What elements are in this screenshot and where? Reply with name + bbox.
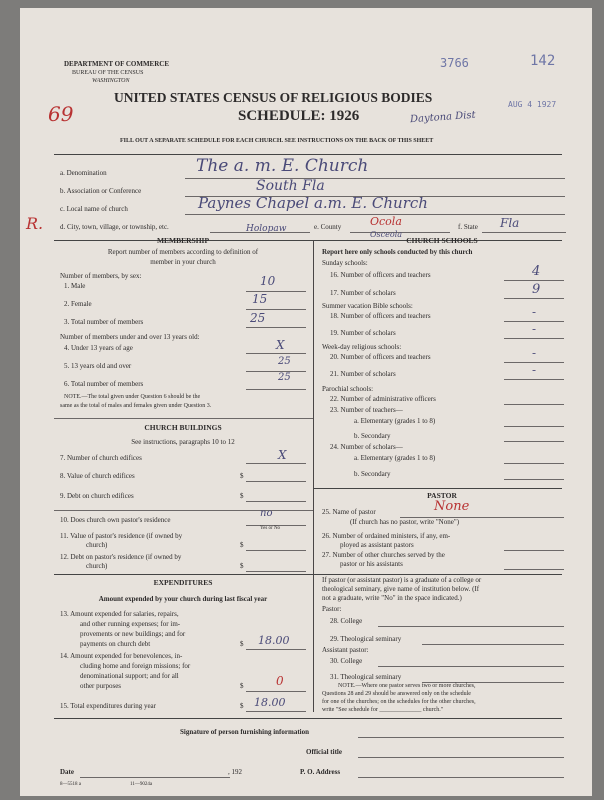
weekday-schools-label: Week-day religious schools: bbox=[322, 343, 402, 351]
signature-line bbox=[358, 737, 564, 738]
q17-value: 9 bbox=[532, 282, 541, 297]
q2-value: 15 bbox=[252, 292, 268, 306]
pastor-heading: PASTOR bbox=[427, 491, 457, 500]
city-town-label: d. City, town, village, or township, etc. bbox=[60, 223, 169, 231]
q25-value: None bbox=[434, 499, 470, 514]
official-title-line bbox=[358, 757, 564, 758]
q5-label: 5. 13 years old and over bbox=[64, 362, 132, 370]
q5-value: 25 bbox=[278, 356, 291, 367]
q11-dollar: $ bbox=[240, 541, 244, 549]
q26-label-2: ployed as assistant pastors bbox=[340, 541, 414, 549]
margin-daytona-note: Daytona Dist bbox=[409, 109, 476, 126]
q17-label: 17. Number of scholars bbox=[330, 289, 396, 297]
q24-label: 24. Number of scholars— bbox=[330, 443, 403, 451]
q4-value: X bbox=[276, 338, 285, 352]
under-over-label: Number of members under and over 13 years old: bbox=[60, 333, 200, 341]
margin-number-69: 69 bbox=[48, 102, 74, 126]
q13-dollar: $ bbox=[240, 640, 244, 648]
state-line bbox=[482, 232, 566, 233]
grad-note-1: If pastor (or assistant pastor) is a graduate of a college or bbox=[322, 576, 482, 584]
column-divider bbox=[313, 240, 314, 574]
pastor-note-2: Questions 28 and 29 should be answered only on the schedule bbox=[322, 691, 471, 697]
pastor-note-3: for one of the churches; on the schedules for the other churches, bbox=[322, 699, 476, 705]
po-address-label: P. O. Address bbox=[300, 768, 341, 776]
q1-value: 10 bbox=[260, 274, 276, 288]
membership-intro-2: member in your church bbox=[150, 258, 216, 266]
q15-dollar: $ bbox=[240, 702, 244, 710]
grad-note-2: theological seminary, give name of institution below. (If bbox=[322, 585, 480, 593]
q24b-label: b. Secondary bbox=[354, 470, 391, 478]
instruction-line: FILL OUT A SEPARATE SCHEDULE FOR EACH CHURCH. SEE INSTRUCTIONS ON THE BACK OF THIS SHEET bbox=[120, 138, 434, 144]
q12-label-2: church) bbox=[86, 562, 108, 570]
members-by-sex-label: Number of members, by sex: bbox=[60, 272, 142, 280]
q24a-label: a. Elementary (grades 1 to 8) bbox=[354, 454, 436, 462]
sunday-schools-label: Sunday schools: bbox=[322, 259, 368, 267]
q10-value: no bbox=[260, 508, 273, 519]
schools-subheading: Report here only schools conducted by this church bbox=[322, 248, 473, 256]
q13-value: 18.00 bbox=[258, 634, 290, 647]
summer-schools-label: Summer vacation Bible schools: bbox=[322, 302, 413, 310]
date-label: Date bbox=[60, 768, 74, 776]
q27-label-2: pastor or his assistants bbox=[340, 560, 403, 568]
received-date-stamp: AUG 4 1927 bbox=[508, 100, 557, 109]
q1-label: 1. Male bbox=[64, 282, 86, 290]
q10-hint: Yes or No bbox=[260, 526, 281, 531]
q23a-label: a. Elementary (grades 1 to 8) bbox=[354, 417, 436, 425]
q14-label-2: cluding home and foreign missions; for bbox=[80, 662, 191, 670]
q12-label: 12. Debt on pastor's residence (if owned by bbox=[60, 553, 182, 561]
q12-dollar: $ bbox=[240, 562, 244, 570]
membership-heading: MEMBERSHIP bbox=[156, 236, 210, 245]
q8-label: 8. Value of church edifices bbox=[60, 472, 135, 480]
q20-label: 20. Number of officers and teachers bbox=[330, 353, 431, 361]
county-value: Ocola bbox=[370, 215, 402, 228]
q25-hint: (If church has no pastor, write "None") bbox=[350, 518, 460, 526]
q19-label: 19. Number of scholars bbox=[330, 329, 396, 337]
form-code-1: 8—5518 a bbox=[60, 782, 81, 787]
q13-label-3: provements or new buildings; and for bbox=[80, 630, 186, 638]
pastor-subheading: Pastor: bbox=[322, 605, 342, 613]
expenditures-heading: EXPENDITURES bbox=[153, 578, 213, 587]
q9-dollar: $ bbox=[240, 492, 244, 500]
bureau-label: BUREAU OF THE CENSUS bbox=[72, 70, 144, 76]
q15-value: 18.00 bbox=[254, 696, 286, 709]
q31-label: 31. Theological seminary bbox=[330, 673, 402, 681]
county-label: e. County bbox=[314, 223, 342, 231]
q23b-label: b. Secondary bbox=[354, 432, 391, 440]
q28-label: 28. College bbox=[330, 617, 363, 625]
schedule-title: SCHEDULE: 1926 bbox=[238, 108, 360, 124]
census-schedule-sheet bbox=[20, 8, 592, 796]
state-value: Fla bbox=[500, 216, 520, 230]
q13-label: 13. Amount expended for salaries, repairs, bbox=[60, 610, 179, 618]
schools-heading: CHURCH SCHOOLS bbox=[406, 236, 478, 245]
denomination-label: a. Denomination bbox=[60, 169, 107, 177]
q22-label: 22. Number of administrative officers bbox=[330, 395, 436, 403]
header-rule bbox=[54, 154, 562, 155]
q11-label: 11. Value of pastor's residence (if owned by bbox=[60, 532, 183, 540]
grad-note-3: not a graduate, write "No" in the space indicated.) bbox=[322, 594, 462, 602]
q18-value: - bbox=[532, 305, 537, 319]
denomination-value: The a. m. E. Church bbox=[196, 156, 369, 176]
membership-note-2: same as the total of males and females given under Question 3. bbox=[60, 403, 212, 409]
q3-value: 25 bbox=[250, 311, 266, 325]
q15-label: 15. Total expenditures during year bbox=[60, 702, 156, 710]
association-label: b. Association or Conference bbox=[60, 187, 142, 195]
buildings-subheading: See instructions, paragraphs 10 to 12 bbox=[131, 438, 235, 446]
q10-label: 10. Does church own pastor's residence bbox=[60, 516, 171, 524]
signature-label: Signature of person furnishing information bbox=[180, 728, 309, 736]
q7-value: X bbox=[278, 448, 287, 462]
q9-label: 9. Debt on church edifices bbox=[60, 492, 134, 500]
po-address-line bbox=[358, 777, 564, 778]
denomination-line bbox=[185, 178, 565, 179]
q29-label: 29. Theological seminary bbox=[330, 635, 402, 643]
q16-label: 16. Number of officers and teachers bbox=[330, 271, 431, 279]
form-code-2: 11—9024a bbox=[130, 782, 153, 787]
local-name-value: Paynes Chapel a.m. E. Church bbox=[198, 194, 428, 212]
q14-label-4: other purposes bbox=[80, 682, 122, 690]
county-correction: Osceola bbox=[370, 230, 403, 239]
q30-label: 30. College bbox=[330, 657, 363, 665]
q7-label: 7. Number of church edifices bbox=[60, 454, 142, 462]
department-label: DEPARTMENT OF COMMERCE bbox=[64, 60, 170, 68]
form-title: UNITED STATES CENSUS OF RELIGIOUS BODIES bbox=[114, 90, 433, 105]
q20-value: - bbox=[532, 346, 537, 360]
q4-label: 4. Under 13 years of age bbox=[64, 344, 133, 352]
buildings-heading: CHURCH BUILDINGS bbox=[144, 423, 222, 432]
q11-label-2: church) bbox=[86, 541, 108, 549]
official-title-label: Official title bbox=[306, 748, 342, 756]
q13-label-4: payments on church debt bbox=[80, 640, 151, 648]
q19-value: - bbox=[532, 322, 537, 336]
q27-label: 27. Number of other churches served by the bbox=[322, 551, 445, 559]
q6-label: 6. Total number of members bbox=[64, 380, 144, 388]
association-value: South Fla bbox=[256, 178, 325, 194]
membership-note-1: NOTE.—The total given under Question 6 should be the bbox=[64, 394, 201, 400]
q6-value: 25 bbox=[278, 372, 291, 383]
q25-label: 25. Name of pastor bbox=[322, 508, 376, 516]
q16-value: 4 bbox=[532, 264, 541, 279]
city-label: WASHINGTON bbox=[92, 78, 130, 84]
date-line bbox=[80, 777, 230, 778]
margin-r-mark: R. bbox=[26, 214, 44, 233]
date-year: , 192 bbox=[228, 768, 242, 776]
q21-label: 21. Number of scholars bbox=[330, 370, 396, 378]
q3-label: 3. Total number of members bbox=[64, 318, 144, 326]
q21-value: - bbox=[532, 363, 537, 377]
city-town-value: Holopaw bbox=[246, 224, 287, 234]
q8-dollar: $ bbox=[240, 472, 244, 480]
pastor-note-4: write "See schedule for ______________ church." bbox=[322, 707, 444, 713]
q14-dollar: $ bbox=[240, 682, 244, 690]
q14-value: 0 bbox=[276, 674, 284, 688]
q14-label-3: denominational support; and for all bbox=[80, 672, 179, 680]
q13-label-2: and other running expenses; for im- bbox=[80, 620, 181, 628]
parochial-schools-label: Parochial schools: bbox=[322, 385, 374, 393]
expenditures-subheading: Amount expended by your church during last fiscal year bbox=[98, 595, 268, 603]
local-name-label: c. Local name of church bbox=[60, 205, 128, 213]
q2-label: 2. Female bbox=[64, 300, 92, 308]
q14-label: 14. Amount expended for benevolences, in- bbox=[60, 652, 183, 660]
q26-label: 26. Number of ordained ministers, if any, em- bbox=[322, 532, 451, 540]
assistant-subheading: Assistant pastor: bbox=[322, 646, 369, 654]
stamp-suffix: 142 bbox=[530, 53, 556, 69]
pastor-note-1: NOTE.—Where one pastor serves two or more churches, bbox=[338, 683, 476, 689]
stamp-number: 3766 bbox=[440, 56, 469, 70]
state-label: f. State bbox=[458, 223, 478, 231]
q23-label: 23. Number of teachers— bbox=[330, 406, 403, 414]
membership-intro-1: Report number of members according to definition of bbox=[107, 248, 259, 256]
q18-label: 18. Number of officers and teachers bbox=[330, 312, 431, 320]
